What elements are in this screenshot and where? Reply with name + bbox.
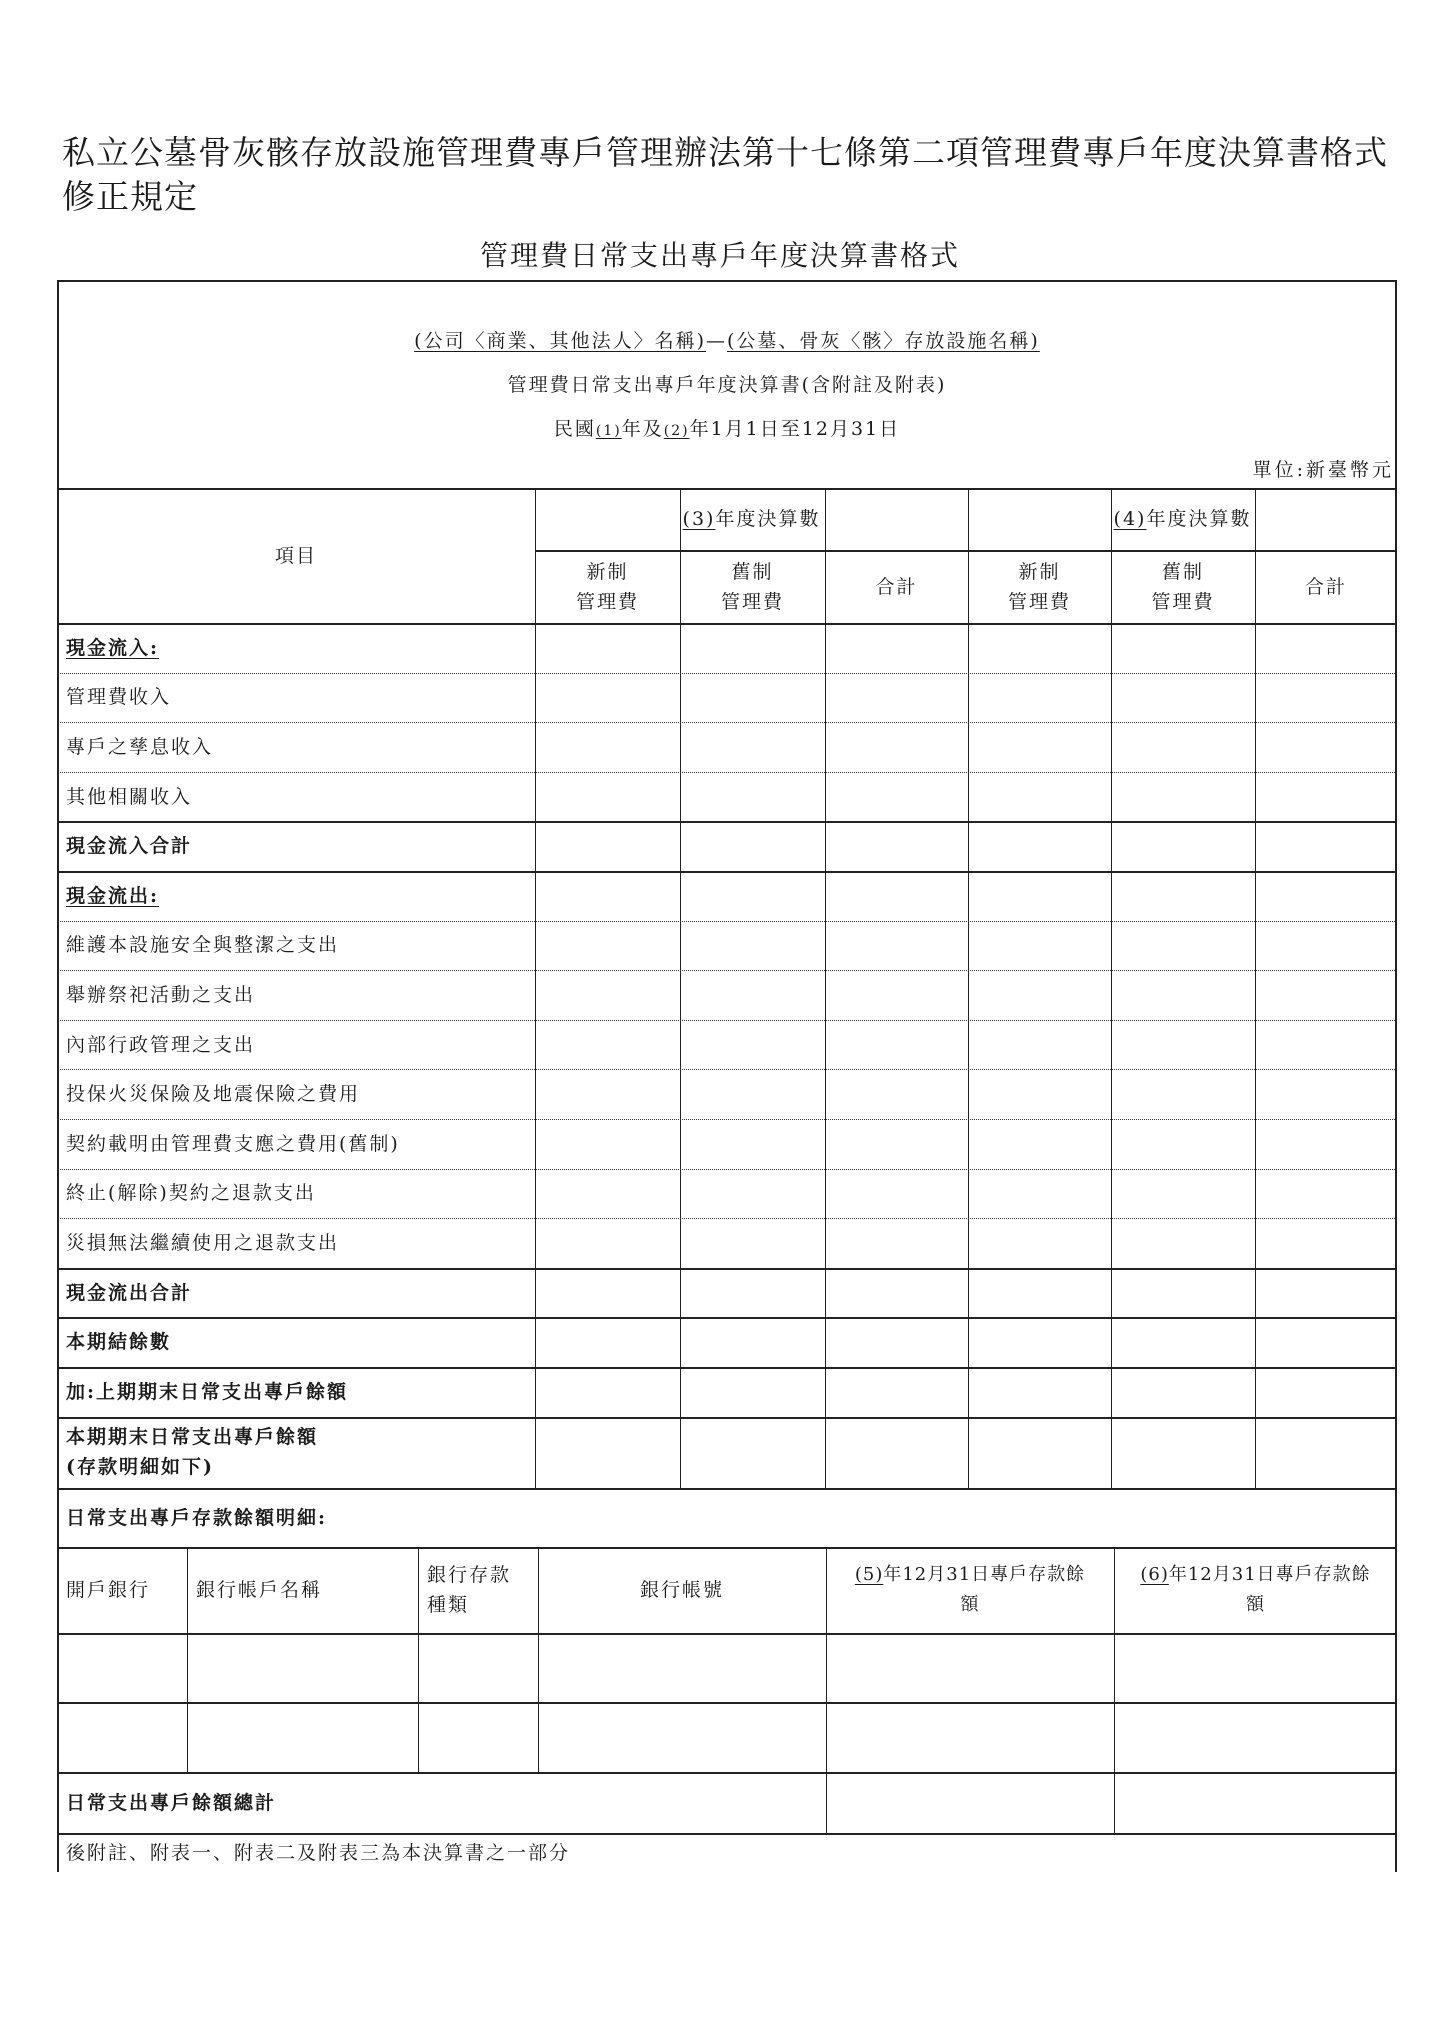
- amount-cell[interactable]: [680, 1317, 825, 1367]
- row-label-text: 內部行政管理之支出: [66, 1033, 256, 1056]
- amount-cell[interactable]: [968, 921, 1111, 971]
- amount-cell[interactable]: [968, 1119, 1111, 1169]
- row-label-17: [57, 1417, 535, 1488]
- amount-cell[interactable]: [825, 1268, 968, 1318]
- row-label-12: [57, 1169, 535, 1219]
- row-label-4: [57, 772, 535, 822]
- bank-entry-cell[interactable]: [418, 1633, 538, 1702]
- year-group-header-1: [535, 488, 968, 550]
- row-label-text: 加:上期期末日常支出專戶餘額: [66, 1380, 349, 1403]
- amount-cell[interactable]: [1111, 821, 1255, 871]
- amount-cell[interactable]: [1111, 1417, 1255, 1488]
- amount-cell[interactable]: [968, 970, 1111, 1020]
- year-group-label: 年度決算數: [1146, 508, 1252, 530]
- amount-cell[interactable]: [535, 722, 680, 772]
- amount-cell[interactable]: [535, 1268, 680, 1318]
- footnote: [57, 1833, 1397, 1872]
- row-label-text-line2: (存款明細如下): [66, 1456, 214, 1479]
- bank-column-label-line2: 額: [960, 1594, 980, 1615]
- amount-cell[interactable]: [968, 871, 1111, 921]
- amount-cell[interactable]: [1255, 1218, 1397, 1268]
- bank-column-header-line1: [855, 1560, 1085, 1590]
- row-label-text: 投保火災保險及地震保險之費用: [66, 1083, 361, 1106]
- amount-cell[interactable]: [1255, 673, 1397, 723]
- amount-cell[interactable]: [535, 1020, 680, 1070]
- row-label-9: [57, 1020, 535, 1070]
- amount-cell[interactable]: [968, 1069, 1111, 1119]
- row-label-text: 終止(解除)契約之退款支出: [66, 1182, 316, 1205]
- amount-cell[interactable]: [1255, 1317, 1397, 1367]
- sub-column-label-line1: 合計: [875, 575, 918, 598]
- amount-cell[interactable]: [680, 1417, 825, 1488]
- amount-cell[interactable]: [1255, 722, 1397, 772]
- amount-cell[interactable]: [968, 1218, 1111, 1268]
- amount-cell[interactable]: [1255, 1367, 1397, 1417]
- period-suffix: 年1月1日至12月31日: [689, 418, 901, 440]
- period-prefix: 民國: [553, 418, 596, 440]
- amount-cell[interactable]: [1255, 1119, 1397, 1169]
- amount-cell[interactable]: [825, 970, 968, 1020]
- sub-column-label-line2: 管理費: [1151, 590, 1215, 613]
- year-blank[interactable]: (5): [854, 1564, 884, 1585]
- amount-cell[interactable]: [535, 1367, 680, 1417]
- row-label-13: [57, 1218, 535, 1268]
- bank-total-label: [57, 1772, 826, 1833]
- bank-entry-cell[interactable]: [57, 1702, 187, 1772]
- sub-column-label-line2: 管理費: [1007, 590, 1071, 613]
- row-label-text: 專戶之孳息收入: [66, 735, 214, 758]
- statement-title: 管理費日常支出專戶年度決算書(含附註及附表): [507, 374, 947, 396]
- bank-entry-cell[interactable]: [418, 1702, 538, 1772]
- bank-column-label: 年12月31日專戶存款餘: [1168, 1564, 1371, 1585]
- row-label-text: 其他相關收入: [66, 785, 193, 808]
- sub-column-label-line1: 合計: [1304, 575, 1347, 598]
- amount-cell[interactable]: [535, 772, 680, 822]
- amount-cell[interactable]: [1111, 722, 1255, 772]
- amount-cell[interactable]: [535, 1169, 680, 1219]
- sub-column-header: [535, 550, 680, 623]
- bank-column-label: 開戶銀行: [66, 1579, 151, 1601]
- bank-section-title: [57, 1488, 1397, 1547]
- year-blank: (4): [1113, 508, 1147, 530]
- amount-cell[interactable]: [680, 1020, 825, 1070]
- amount-cell[interactable]: [825, 1317, 968, 1367]
- amount-cell[interactable]: [1255, 1268, 1397, 1318]
- row-label-10: [57, 1069, 535, 1119]
- bank-column-label: 銀行帳戶名稱: [196, 1579, 323, 1601]
- row-label-text: 現金流出合計: [66, 1281, 193, 1304]
- facility-name-field[interactable]: (公墓、骨灰〈骸〉存放設施名稱): [727, 330, 1040, 352]
- bank-column-header-line1: [1140, 1560, 1370, 1590]
- sub-column-header: [680, 550, 825, 623]
- bank-column-header-line1: [196, 1575, 322, 1605]
- amount-cell[interactable]: [535, 821, 680, 871]
- sub-column-header: [1255, 550, 1397, 623]
- amount-cell[interactable]: [968, 821, 1111, 871]
- amount-cell[interactable]: [535, 623, 680, 673]
- amount-cell[interactable]: [1255, 921, 1397, 971]
- amount-cell[interactable]: [680, 1268, 825, 1318]
- amount-cell[interactable]: [680, 821, 825, 871]
- sub-column-header: [825, 550, 968, 623]
- year-blank: (3): [682, 508, 716, 530]
- row-label-text: 本期結餘數: [66, 1331, 172, 1354]
- bank-column-header-line1: [66, 1575, 150, 1605]
- amount-cell[interactable]: [1255, 1169, 1397, 1219]
- bank-column-label-line2: 額: [1246, 1594, 1265, 1615]
- bank-total-cell[interactable]: [826, 1772, 1114, 1833]
- bank-column-label-line2: 種類: [427, 1594, 470, 1616]
- bank-entry-cell[interactable]: [187, 1702, 418, 1772]
- row-label-text: 災損無法繼續使用之退款支出: [66, 1231, 340, 1254]
- amount-cell[interactable]: [1255, 623, 1397, 673]
- amount-cell[interactable]: [968, 623, 1111, 673]
- amount-cell[interactable]: [1111, 1069, 1255, 1119]
- footnote-text: 後附註、附表一、附表二及附表三為本決算書之一部分: [66, 1841, 571, 1864]
- amount-cell[interactable]: [680, 871, 825, 921]
- amount-cell[interactable]: [1111, 623, 1255, 673]
- sub-column-label-line1: 新制: [1018, 560, 1061, 583]
- bank-entry-cell[interactable]: [538, 1633, 826, 1702]
- row-label-2: [57, 673, 535, 723]
- amount-cell[interactable]: [1111, 871, 1255, 921]
- bank-entry-cell[interactable]: [1114, 1633, 1397, 1702]
- row-label-text: 管理費收入: [66, 686, 172, 709]
- amount-cell[interactable]: [968, 1169, 1111, 1219]
- amount-cell[interactable]: [680, 1367, 825, 1417]
- amount-cell[interactable]: [535, 1417, 680, 1488]
- amount-cell[interactable]: [1111, 1268, 1255, 1318]
- amount-cell[interactable]: [825, 1119, 968, 1169]
- sub-column-header: [968, 550, 1111, 623]
- bank-entry-cell[interactable]: [1114, 1702, 1397, 1772]
- currency-unit: 單位:新臺幣元: [1252, 459, 1394, 481]
- bank-column-header-1: [57, 1547, 187, 1633]
- row-label-text: 現金流出:: [66, 884, 160, 907]
- amount-cell[interactable]: [1255, 871, 1397, 921]
- row-label-text: 現金流入:: [66, 636, 160, 659]
- bank-column-header-2: [187, 1547, 418, 1633]
- amount-cell[interactable]: [968, 772, 1111, 822]
- amount-cell[interactable]: [1111, 1020, 1255, 1070]
- amount-cell[interactable]: [535, 673, 680, 723]
- amount-cell[interactable]: [535, 1317, 680, 1367]
- amount-cell[interactable]: [680, 772, 825, 822]
- amount-cell[interactable]: [1255, 970, 1397, 1020]
- amount-cell[interactable]: [1255, 772, 1397, 822]
- amount-cell[interactable]: [1111, 1317, 1255, 1367]
- row-label-text: 本期期末日常支出專戶餘額: [66, 1426, 319, 1449]
- amount-cell[interactable]: [825, 1169, 968, 1219]
- amount-cell[interactable]: [1111, 1119, 1255, 1169]
- amount-cell[interactable]: [1111, 1367, 1255, 1417]
- sub-column-label-line1: 舊制: [1161, 560, 1204, 583]
- row-label-11: [57, 1119, 535, 1169]
- amount-cell[interactable]: [680, 921, 825, 971]
- bank-column-header-line1: [427, 1560, 511, 1590]
- row-label-1: [57, 623, 535, 673]
- row-label-3: [57, 722, 535, 772]
- item-header-label: 項目: [274, 544, 317, 567]
- amount-cell[interactable]: [680, 722, 825, 772]
- bank-column-header-6: [1114, 1547, 1397, 1633]
- amount-cell[interactable]: [968, 1417, 1111, 1488]
- amount-cell[interactable]: [825, 871, 968, 921]
- amount-cell[interactable]: [1255, 821, 1397, 871]
- item-column-header: [57, 488, 535, 623]
- amount-cell[interactable]: [825, 772, 968, 822]
- bank-column-header-line1: [640, 1575, 724, 1605]
- row-label-6: [57, 871, 535, 921]
- amount-cell[interactable]: [680, 1069, 825, 1119]
- amount-cell[interactable]: [968, 1367, 1111, 1417]
- amount-cell[interactable]: [825, 623, 968, 673]
- amount-cell[interactable]: [680, 623, 825, 673]
- amount-cell[interactable]: [825, 1069, 968, 1119]
- bank-column-header-4: [538, 1547, 826, 1633]
- row-label-15: [57, 1317, 535, 1367]
- amount-cell[interactable]: [535, 871, 680, 921]
- sub-column-header: [1111, 550, 1255, 623]
- period-line: [57, 414, 1397, 441]
- bank-total-cell[interactable]: [1114, 1772, 1397, 1833]
- amount-cell[interactable]: [825, 1020, 968, 1070]
- amount-cell[interactable]: [535, 1119, 680, 1169]
- sub-column-label-line2: 管理費: [720, 590, 784, 613]
- bank-column-header-5: [826, 1547, 1114, 1633]
- amount-cell[interactable]: [968, 673, 1111, 723]
- bank-total-label-text: 日常支出專戶餘額總計: [66, 1791, 277, 1814]
- amount-cell[interactable]: [968, 1317, 1111, 1367]
- row-label-16: [57, 1367, 535, 1417]
- amount-cell[interactable]: [1111, 921, 1255, 971]
- amount-cell[interactable]: [825, 1417, 968, 1488]
- sub-column-label-line2: 管理費: [575, 590, 639, 613]
- document-title: 私立公墓骨灰骸存放設施管理費專戶管理辦法第十七條第二項管理費專戶年度決算書格式: [62, 133, 1388, 172]
- amount-cell[interactable]: [535, 921, 680, 971]
- row-label-text: 現金流入合計: [66, 835, 193, 858]
- bank-entry-cell[interactable]: [187, 1633, 418, 1702]
- year2-blank[interactable]: (2): [663, 423, 690, 439]
- amount-cell[interactable]: [680, 1119, 825, 1169]
- amount-cell[interactable]: [825, 722, 968, 772]
- amount-cell[interactable]: [968, 1020, 1111, 1070]
- year-group-header-2: [968, 488, 1397, 550]
- amount-cell[interactable]: [968, 722, 1111, 772]
- bank-entry-cell[interactable]: [57, 1633, 187, 1702]
- amount-cell[interactable]: [680, 1218, 825, 1268]
- bank-entry-cell[interactable]: [826, 1633, 1114, 1702]
- period-mid: 年及: [621, 418, 664, 440]
- form-title: 管理費日常支出專戶年度決算書格式: [479, 239, 960, 272]
- amount-cell[interactable]: [825, 921, 968, 971]
- dash: —: [706, 330, 727, 352]
- amount-cell[interactable]: [535, 1218, 680, 1268]
- amount-cell[interactable]: [1255, 1417, 1397, 1488]
- amount-cell[interactable]: [1111, 1169, 1255, 1219]
- bank-entry-cell[interactable]: [538, 1702, 826, 1772]
- year-group-label: 年度決算數: [715, 508, 821, 530]
- row-label-text: 維護本設施安全與整潔之支出: [66, 934, 340, 957]
- bank-entry-cell[interactable]: [826, 1702, 1114, 1772]
- row-label-5: [57, 821, 535, 871]
- row-label-14: [57, 1268, 535, 1318]
- amount-cell[interactable]: [680, 1169, 825, 1219]
- bank-column-label: 年12月31日專戶存款餘: [883, 1564, 1086, 1585]
- amount-cell[interactable]: [1255, 1020, 1397, 1070]
- amount-cell[interactable]: [680, 970, 825, 1020]
- amount-cell[interactable]: [535, 1069, 680, 1119]
- amount-cell[interactable]: [825, 821, 968, 871]
- amount-cell[interactable]: [825, 1367, 968, 1417]
- company-name-field[interactable]: (公司〈商業、其他法人〉名稱): [414, 330, 706, 352]
- amount-cell[interactable]: [1111, 970, 1255, 1020]
- row-label-text: 契約載明由管理費支應之費用(舊制): [66, 1132, 400, 1155]
- row-label-8: [57, 970, 535, 1020]
- bank-column-label: 銀行帳號: [639, 1579, 724, 1601]
- sub-column-label-line1: 新制: [586, 560, 629, 583]
- year1-blank[interactable]: (1): [595, 423, 622, 439]
- row-label-7: [57, 921, 535, 971]
- amount-cell[interactable]: [1111, 1218, 1255, 1268]
- amount-cell[interactable]: [680, 673, 825, 723]
- bank-column-label: 銀行存款: [427, 1564, 512, 1586]
- document-title-continued: 修正規定: [62, 177, 198, 216]
- amount-cell[interactable]: [535, 970, 680, 1020]
- amount-cell[interactable]: [825, 1218, 968, 1268]
- amount-cell[interactable]: [1111, 772, 1255, 822]
- entity-name-line: [57, 326, 1397, 353]
- year-blank[interactable]: (6): [1140, 1564, 1169, 1585]
- sub-column-label-line1: 舊制: [731, 560, 774, 583]
- amount-cell[interactable]: [825, 673, 968, 723]
- amount-cell[interactable]: [1111, 673, 1255, 723]
- bank-section-title-text: 日常支出專戶存款餘額明細:: [66, 1506, 328, 1529]
- bank-column-header-3: [418, 1547, 538, 1633]
- row-label-text: 舉辦祭祀活動之支出: [66, 983, 256, 1006]
- amount-cell[interactable]: [968, 1268, 1111, 1318]
- amount-cell[interactable]: [1255, 1069, 1397, 1119]
